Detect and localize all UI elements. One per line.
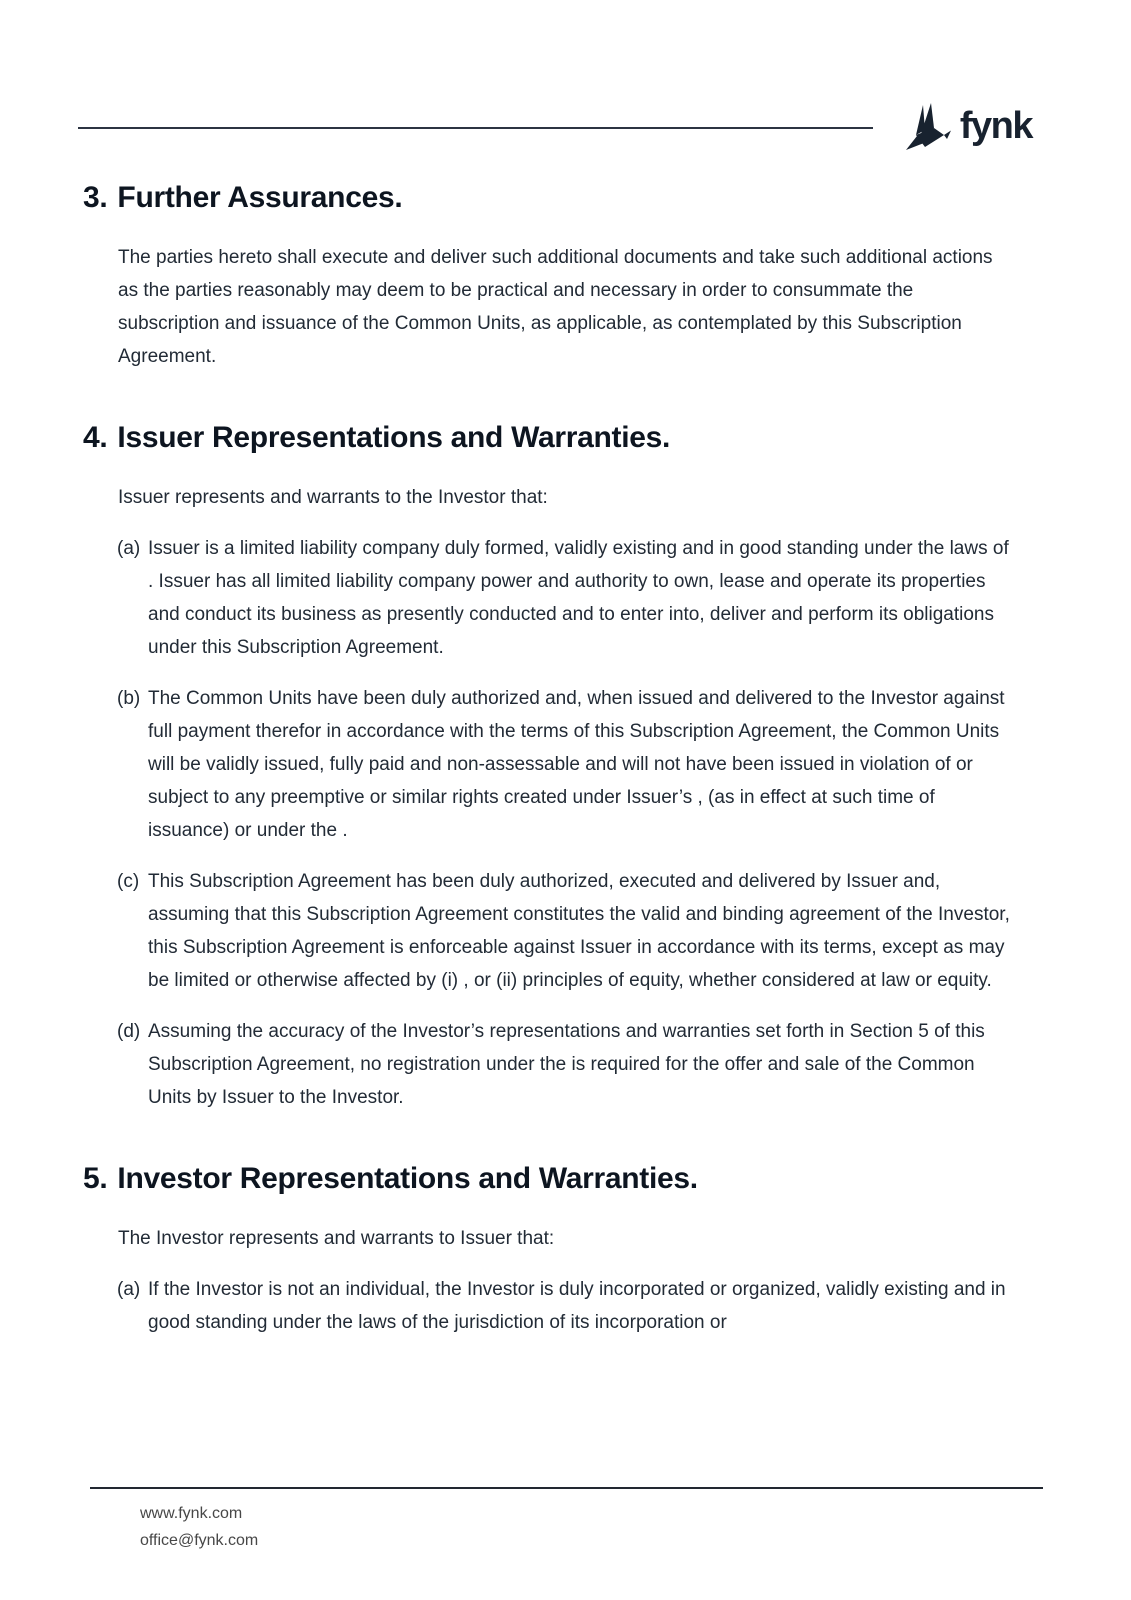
list-item [117, 865, 1017, 997]
section-heading [83, 180, 1016, 216]
section-title: Issuer Representations and Warranties. [117, 421, 671, 454]
list-item-text: The Common Units have been duly authorized and, when issued and delivered to the Investor against full payment therefor in accordance with the terms of this Subscription Agreement, the Common Units will be validly issued, fully paid and non-assessable and will not have been issued in violation of or subject to any preemptive or similar rights created under Issuer’s , (as in effect at such time of issuance) or under the . [148, 688, 1005, 841]
section-number: 5. [83, 1162, 108, 1195]
page-header [78, 102, 1032, 154]
section-heading [83, 420, 1016, 456]
list-marker: (d) [117, 1021, 141, 1042]
list-marker: (c) [117, 871, 140, 892]
list-item-text: If the Investor is not an individual, the Investor is duly incorporated or organized, validly existing and in good standing under the laws of the jurisdiction of its incorporation or [148, 1279, 1006, 1333]
brand-logo [903, 103, 1032, 153]
section-title: Further Assurances. [117, 181, 403, 214]
section-number: 3. [83, 181, 108, 214]
section-investor-reps [83, 1161, 1016, 1339]
lettered-list [117, 1273, 1017, 1339]
section-heading [83, 1161, 1016, 1197]
list-item [117, 1273, 1017, 1339]
footer-email: office@fynk.com [140, 1532, 259, 1549]
section-paragraph: The parties hereto shall execute and deliver such additional documents and take such additional actions as the parties reasonably may deem to be practical and necessary in order to consummate the subscription and issuance of the Common Units, as applicable, as contemplated by this Subscription Agreement. [118, 247, 993, 367]
footer-divider [90, 1487, 1043, 1489]
section-intro: Issuer represents and warrants to the Investor that: [118, 487, 548, 508]
origami-crane-icon [903, 103, 951, 153]
list-item [117, 1015, 1017, 1114]
list-item [117, 532, 1017, 664]
list-marker: (a) [117, 538, 141, 559]
footer-contact [140, 1500, 1043, 1554]
footer-website: www.fynk.com [140, 1505, 243, 1522]
section-number: 4. [83, 421, 108, 454]
section-title: Investor Representations and Warranties. [117, 1162, 698, 1195]
list-item [117, 682, 1017, 847]
list-marker: (b) [117, 688, 141, 709]
list-marker: (a) [117, 1279, 141, 1300]
section-issuer-reps [83, 420, 1016, 1114]
list-item-text: Issuer is a limited liability company duly formed, validly existing and in good standing under the laws of . Issuer has all limited liability company power and authority to own, lease and operate its properties and conduct its business as presently conducted and to enter into, deliver and perform its obligations under this Subscription Agreement. [148, 538, 1009, 658]
list-item-text: This Subscription Agreement has been duly authorized, executed and delivered by Issuer and, assuming that this Subscription Agreement constitutes the valid and binding agreement of the Investor, this Subscription Agreement is enforceable against Issuer in accordance with its terms, except as may be limited or otherwise affected by (i) , or (ii) principles of equity, whether considered at law or equity. [148, 871, 1010, 991]
brand-name: fynk [959, 105, 1032, 147]
document-body [83, 180, 1016, 1339]
section-further-assurances [83, 180, 1016, 373]
lettered-list [117, 532, 1017, 1114]
header-divider [78, 127, 873, 129]
page-footer [90, 1487, 1043, 1554]
list-item-text: Assuming the accuracy of the Investor’s representations and warranties set forth in Section 5 of this Subscription Agreement, no registration under the is required for the offer and sale of the Common Units by Issuer to the Investor. [148, 1021, 985, 1108]
section-intro: The Investor represents and warrants to Issuer that: [118, 1228, 555, 1249]
